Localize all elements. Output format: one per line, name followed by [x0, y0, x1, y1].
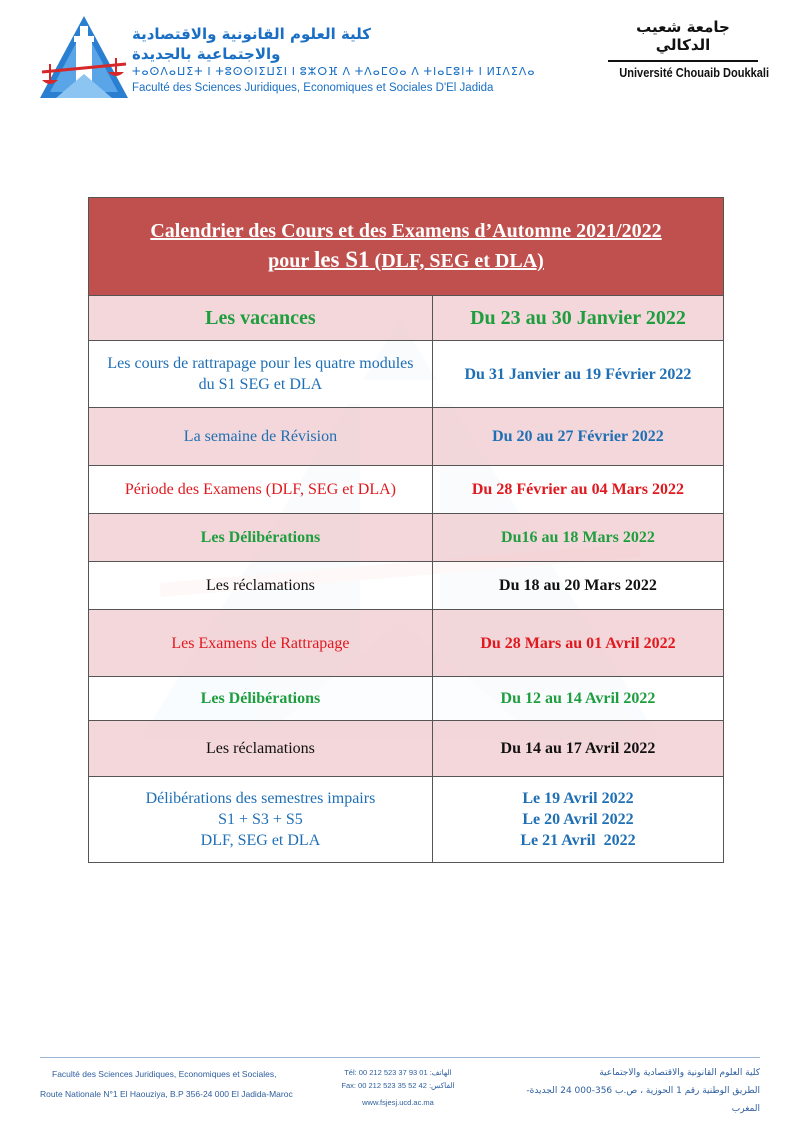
row-label	[89, 777, 433, 863]
university-logo	[608, 18, 770, 80]
row-date-line: Le 19 Avril 2022	[522, 790, 634, 807]
row-label: Les réclamations	[89, 562, 433, 610]
footer-route-ar: الطريق الوطنية رقم 1 الحوزية ، ص.ب 356-000 24 الجديدة-المغرب	[526, 1086, 760, 1114]
table-row	[89, 562, 724, 610]
row-date: Du 12 au 14 Avril 2022	[432, 677, 723, 721]
university-name-french: Université Chouaib Doukkali	[619, 65, 770, 80]
row-label-line: DLF, SEG et DLA	[200, 832, 321, 849]
row-date-line: Le 20 Avril 2022	[522, 811, 634, 828]
table-row	[89, 777, 724, 863]
footer-divider	[40, 1057, 760, 1058]
faculty-name-french: Faculté des Sciences Juridiques, Economiques et Sociales D'El Jadida	[132, 82, 494, 94]
faculty-name-arabic: كلية العلوم القانونية والاقتصادية والاجتماعية بالجديدة	[132, 25, 372, 63]
calendar-subtitle	[89, 247, 723, 273]
calendar-title-cell	[89, 198, 724, 296]
row-date: Du 23 au 30 Janvier 2022	[432, 296, 723, 341]
row-label-line: Délibérations des semestres impairs	[145, 790, 376, 807]
calendar-header	[89, 198, 724, 296]
footer-tel: Tél: 00 212 523 37 93 01 :الهاتف	[344, 1068, 452, 1077]
table-row	[89, 341, 724, 408]
calendar-table	[88, 197, 724, 863]
university-name-arabic: جامعة شعيب الدكالي	[636, 18, 730, 54]
row-label: Les vacances	[89, 296, 433, 341]
table-row	[89, 721, 724, 777]
row-date-line: Le 21 Avril 2022	[520, 832, 636, 849]
row-label: Période des Examens (DLF, SEG et DLA)	[89, 466, 433, 514]
faculty-logo	[36, 14, 132, 102]
row-label: Les Délibérations	[89, 514, 433, 562]
row-date: Du 18 au 20 Mars 2022	[432, 562, 723, 610]
table-row	[89, 296, 724, 341]
row-label: La semaine de Révision	[89, 408, 433, 466]
table-row	[89, 408, 724, 466]
row-label: Les Délibérations	[89, 677, 433, 721]
university-divider	[608, 60, 758, 62]
calendar-title: Calendrier des Cours et des Examens d’Automne 2021/2022	[150, 220, 662, 242]
row-date: Du 28 Mars au 01 Avril 2022	[432, 610, 723, 677]
table-row	[89, 514, 724, 562]
table-row	[89, 466, 724, 514]
footer-fax: Fax: 00 212 523 35 52 42 :الفاكس	[341, 1081, 455, 1090]
row-label-line: S1 + S3 + S5	[218, 811, 303, 828]
row-date	[432, 777, 723, 863]
subtitle-pour: pour	[268, 250, 309, 272]
row-date: Du 20 au 27 Février 2022	[432, 408, 723, 466]
subtitle-s1: les S1	[313, 247, 370, 272]
row-date: Du16 au 18 Mars 2022	[432, 514, 723, 562]
footer-contact	[338, 1066, 458, 1109]
faculty-name-block	[132, 24, 536, 96]
footer-faculty-ar: كلية العلوم القانونية والاقتصادية والاجتماعية	[599, 1068, 760, 1078]
row-label: Les Examens de Rattrapage	[89, 610, 433, 677]
footer-website-link[interactable]: www.fsjesj.ucd.ac.ma	[362, 1098, 434, 1107]
footer-address-fr	[40, 1064, 300, 1104]
row-date: Du 14 au 17 Avril 2022	[432, 721, 723, 777]
faculty-name-tifinagh: ⵜⴰⵙⴷⴰⵡⵉⵜ ⵏ ⵜⵓⵙⵙⵏⵉⵡⵉⵏ ⵏ ⵓⵣⵔⴼ ⴷ ⵜⴷⴰⵎⵙⴰ ⴷ ⵜⵏⴰⵎⵓⵏⵜ ⵏ ⵍⵊⴷⵉⴷⴰ	[132, 66, 536, 78]
table-row	[89, 677, 724, 721]
footer-faculty-fr: Faculté des Sciences Juridiques, Economiques et Sociales,	[52, 1069, 277, 1079]
footer-address-ar	[500, 1064, 760, 1118]
footer-route-fr: Route Nationale N°1 El Haouziya, B.P 356-24 000 El Jadida-Maroc	[40, 1089, 293, 1099]
row-label: Les cours de rattrapage pour les quatre modules du S1 SEG et DLA	[89, 341, 433, 408]
row-date: Du 28 Février au 04 Mars 2022	[432, 466, 723, 514]
row-label: Les réclamations	[89, 721, 433, 777]
row-date: Du 31 Janvier au 19 Février 2022	[432, 341, 723, 408]
subtitle-programs: (DLF, SEG et DLA)	[374, 250, 544, 272]
table-row	[89, 610, 724, 677]
